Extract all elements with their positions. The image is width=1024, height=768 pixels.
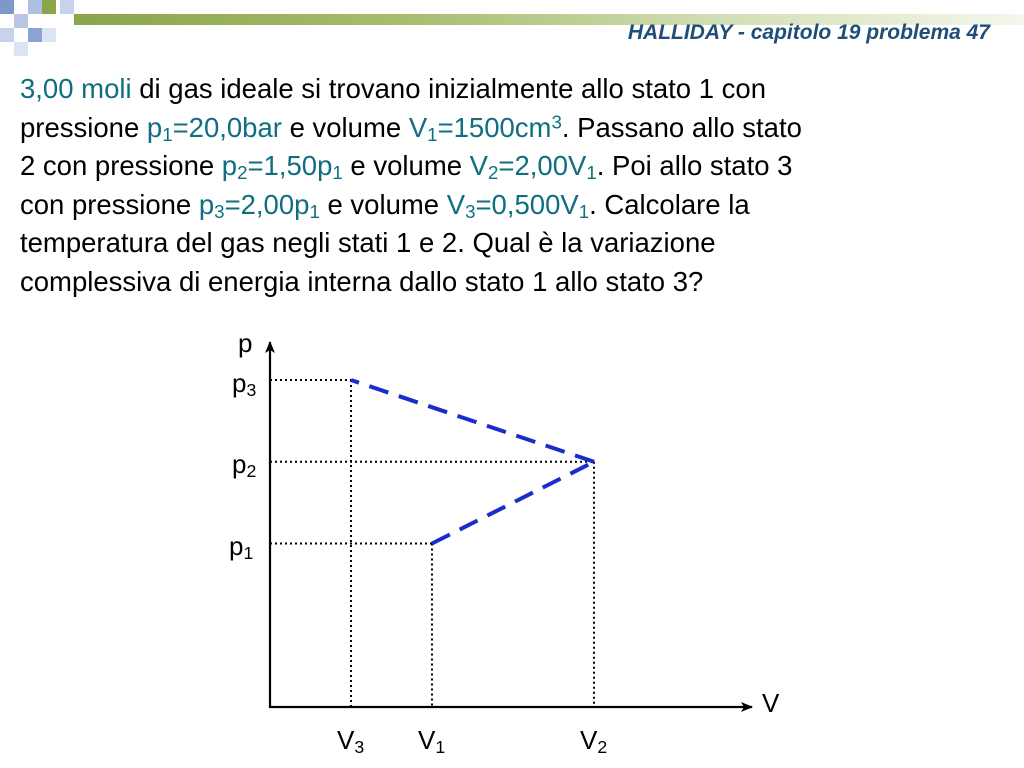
process-segment-1-2 [432,462,594,544]
v1-tick-label: $V_1$ [418,725,446,757]
moles-value: 3,00 moli [20,73,132,104]
text-segment: . Poi allo stato 3 [596,150,793,182]
text-segment: pressione [20,111,147,143]
x-axis-label: V [762,688,780,718]
process-path [351,380,594,544]
v3-tick-label: $V_3$ [337,725,365,757]
v2-tick-label: $V_2$ [580,725,608,757]
v2-definition: $V_2=2,00V_1$ [469,150,597,184]
process-segment-2-3 [351,380,594,462]
text-segment: e volume [319,188,447,220]
v3-definition: $V_3=0,500V_1$ [446,188,590,222]
slide-title: HALLIDAY - capitolo 19 problema 47 [627,21,990,44]
p1-definition: $p_1=20,0bar$ [146,111,282,145]
p2-definition: $p_2=1,50p_1$ [221,150,343,184]
text-segment: di gas ideale si trovano inizialmente allo stato 1 con [131,73,766,104]
text-segment: 2 con pressione [20,150,222,182]
p1-tick-label: $p_1$ [229,531,254,563]
text-segment: e volume [342,150,470,182]
text-segment: . Passano allo stato [561,111,802,143]
p3-tick-label: $p_3$ [232,368,257,400]
text-segment: con pressione [20,188,199,220]
problem-line-5: temperatura del gas negli stati 1 e 2. Qual è la variazione [20,227,716,259]
text-segment: . Calcolare la [589,188,750,220]
y-axis-label: p [238,328,253,358]
p3-definition: $p_3=2,00p_1$ [198,188,320,222]
v1-definition: $V_1=1500cm^3$ [408,111,562,145]
problem-line-6: complessiva di energia interna dallo stato 1 allo stato 3? [20,265,704,297]
p2-tick-label: $p_2$ [232,449,257,481]
text-segment: e volume [281,111,409,143]
